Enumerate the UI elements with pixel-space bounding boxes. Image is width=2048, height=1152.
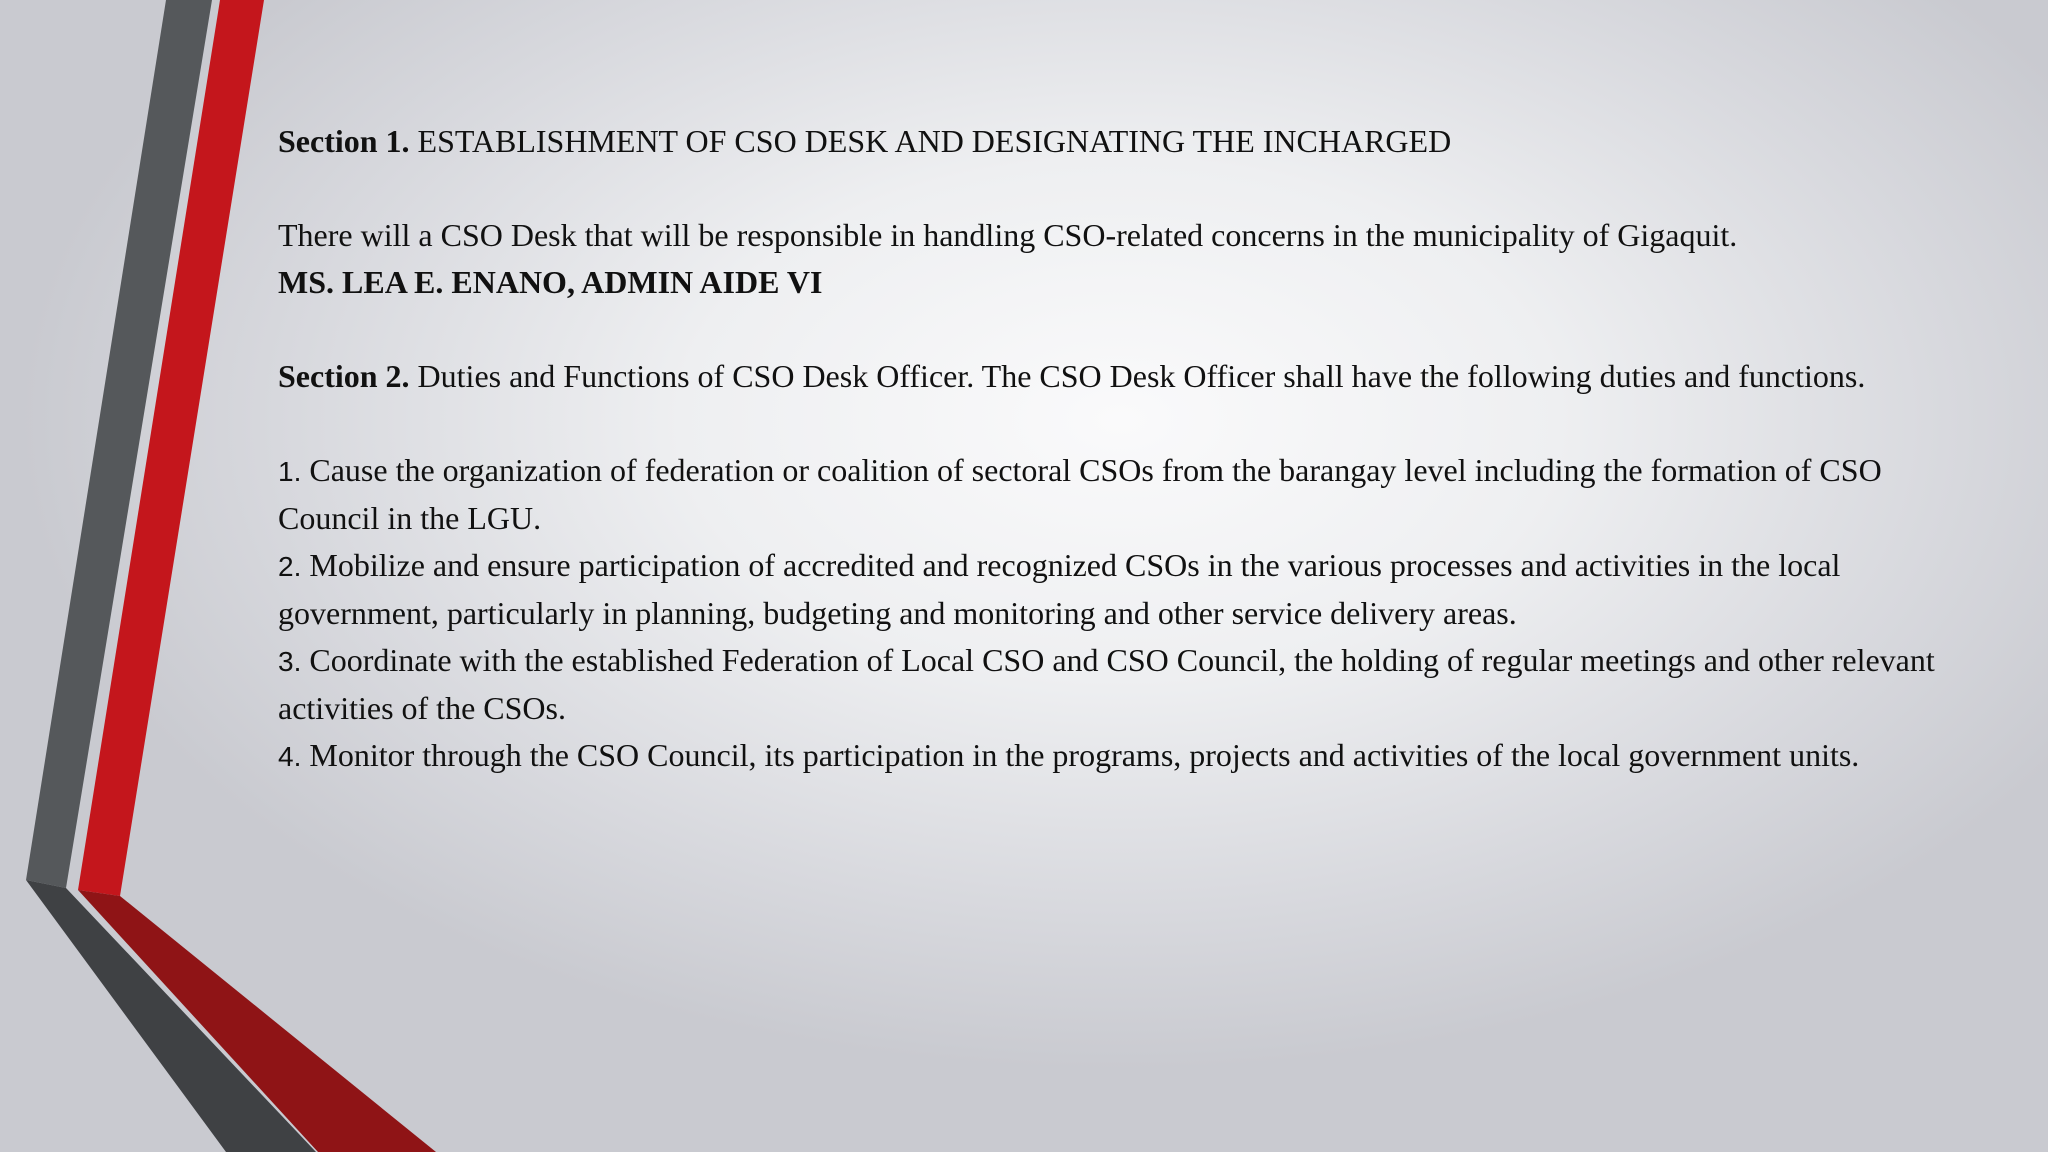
list-item [278,732,1938,780]
officer-name: MS. LEA E. ENANO, ADMIN AIDE VI [278,264,823,300]
duties-list [278,447,1938,780]
dark-stripe-lower [26,880,316,1152]
list-item-text: Coordinate with the established Federation of Local CSO and CSO Council, the holding of regular meetings and other relevant activities of the CSOs. [278,642,1935,726]
list-item-number: 4. [278,741,302,772]
list-item-text: Mobilize and ensure participation of accredited and recognized CSOs in the various processes and activities in the local government, particularly in planning, budgeting and monitoring and other service delivery areas. [278,547,1841,631]
section-1-label: Section 1. [278,123,410,159]
section-1-heading [278,118,1938,165]
list-item-number: 3. [278,646,302,677]
desk-statement: There will a CSO Desk that will be responsible in handling CSO-related concerns in the municipality of Gigaquit. [278,217,1738,253]
list-item-number: 1. [278,456,302,487]
section-2-label: Section 2. [278,358,410,394]
list-item [278,542,1938,637]
section-1-title: ESTABLISHMENT OF CSO DESK AND DESIGNATING THE INCHARGED [417,123,1452,159]
section-2-heading [278,353,1938,400]
slide-body [278,118,1938,780]
list-item-text: Monitor through the CSO Council, its participation in the programs, projects and activities of the local government units. [309,737,1860,773]
section-2-text: Duties and Functions of CSO Desk Officer. The CSO Desk Officer shall have the following duties and functions. [417,358,1866,394]
list-item-text: Cause the organization of federation or coalition of sectoral CSOs from the barangay level including the formation of CSO Council in the LGU. [278,452,1882,536]
list-item [278,447,1938,542]
list-item-number: 2. [278,551,302,582]
list-item [278,637,1938,732]
